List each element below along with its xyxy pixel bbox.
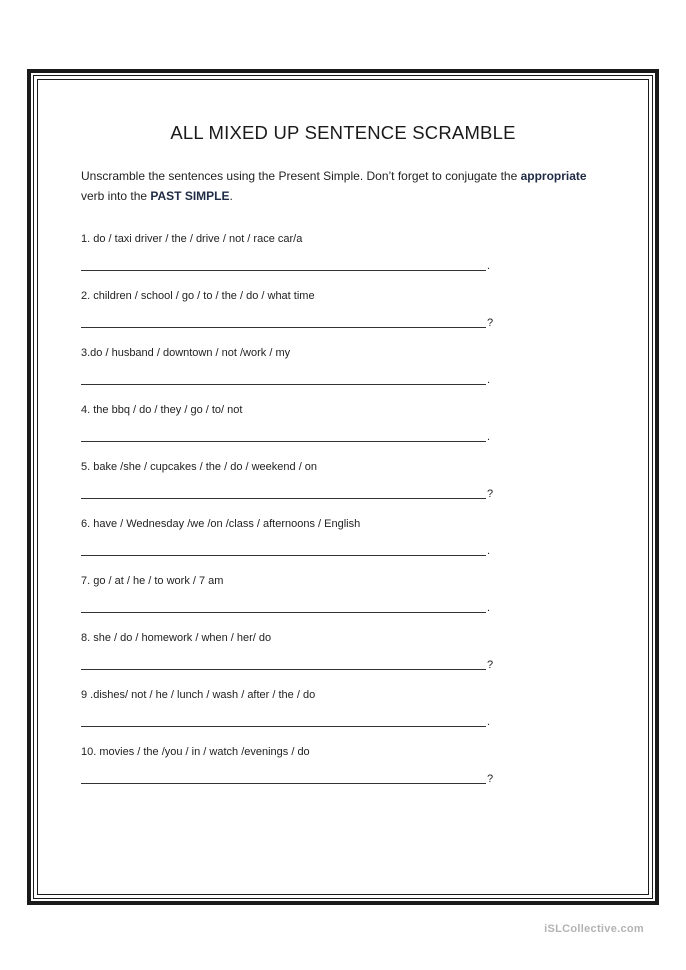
question-item [81, 574, 511, 614]
answer-end-mark: . [487, 374, 491, 386]
question-item [81, 346, 511, 386]
answer-end-mark: . [487, 431, 491, 443]
question-prompt: 6. have / Wednesday /we /on /class / afternoons / English [81, 518, 361, 530]
answer-line[interactable] [81, 726, 486, 727]
question-item [81, 517, 511, 557]
question-item [81, 745, 511, 785]
worksheet-title: ALL MIXED UP SENTENCE SCRAMBLE [170, 122, 516, 143]
answer-end-mark: . [487, 716, 491, 728]
question-item [81, 631, 511, 671]
answer-line[interactable] [81, 327, 486, 328]
question-prompt: 5. bake /she / cupcakes / the / do / weekend / on [81, 461, 318, 473]
instructions-text-3: . [229, 189, 233, 203]
answer-line[interactable] [81, 498, 486, 499]
question-item [81, 460, 511, 500]
question-prompt: 1. do / taxi driver / the / drive / not / race car/a [81, 233, 303, 245]
question-item [81, 289, 511, 329]
instructions [81, 166, 621, 206]
answer-end-mark: . [487, 260, 491, 272]
answer-line[interactable] [81, 783, 486, 784]
answer-line[interactable] [81, 384, 486, 385]
instructions-text-1: Unscramble the sentences using the Present Simple. Don’t forget to conjugate the [81, 169, 521, 183]
question-prompt: 9 .dishes/ not / he / lunch / wash / after / the / do [81, 689, 316, 701]
site-watermark: iSLCollective.com [544, 923, 644, 935]
question-item [81, 403, 511, 443]
question-item [81, 232, 511, 272]
answer-line[interactable] [81, 270, 486, 271]
question-prompt: 10. movies / the /you / in / watch /evenings / do [81, 746, 310, 758]
answer-end-mark: ? [487, 773, 494, 785]
answer-end-mark: ? [487, 659, 494, 671]
answer-end-mark: ? [487, 317, 494, 329]
question-prompt: 2. children / school / go / to / the / do / what time [81, 290, 315, 302]
instructions-text-2: verb into the [81, 189, 151, 203]
answer-end-mark: . [487, 602, 491, 614]
question-prompt: 8. she / do / homework / when / her/ do [81, 632, 272, 644]
instructions-bold-2: PAST SIMPLE [150, 189, 230, 203]
answer-line[interactable] [81, 441, 486, 442]
instructions-bold-1: appropriate [520, 169, 587, 183]
answer-line[interactable] [81, 612, 486, 613]
answer-line[interactable] [81, 669, 486, 670]
question-item [81, 688, 511, 728]
question-prompt: 3.do / husband / downtown / not /work / my [81, 347, 291, 359]
answer-end-mark: . [487, 545, 491, 557]
question-prompt: 7. go / at / he / to work / 7 am [81, 575, 224, 587]
answer-end-mark: ? [487, 488, 494, 500]
question-prompt: 4. the bbq / do / they / go / to/ not [81, 404, 243, 416]
answer-line[interactable] [81, 555, 486, 556]
